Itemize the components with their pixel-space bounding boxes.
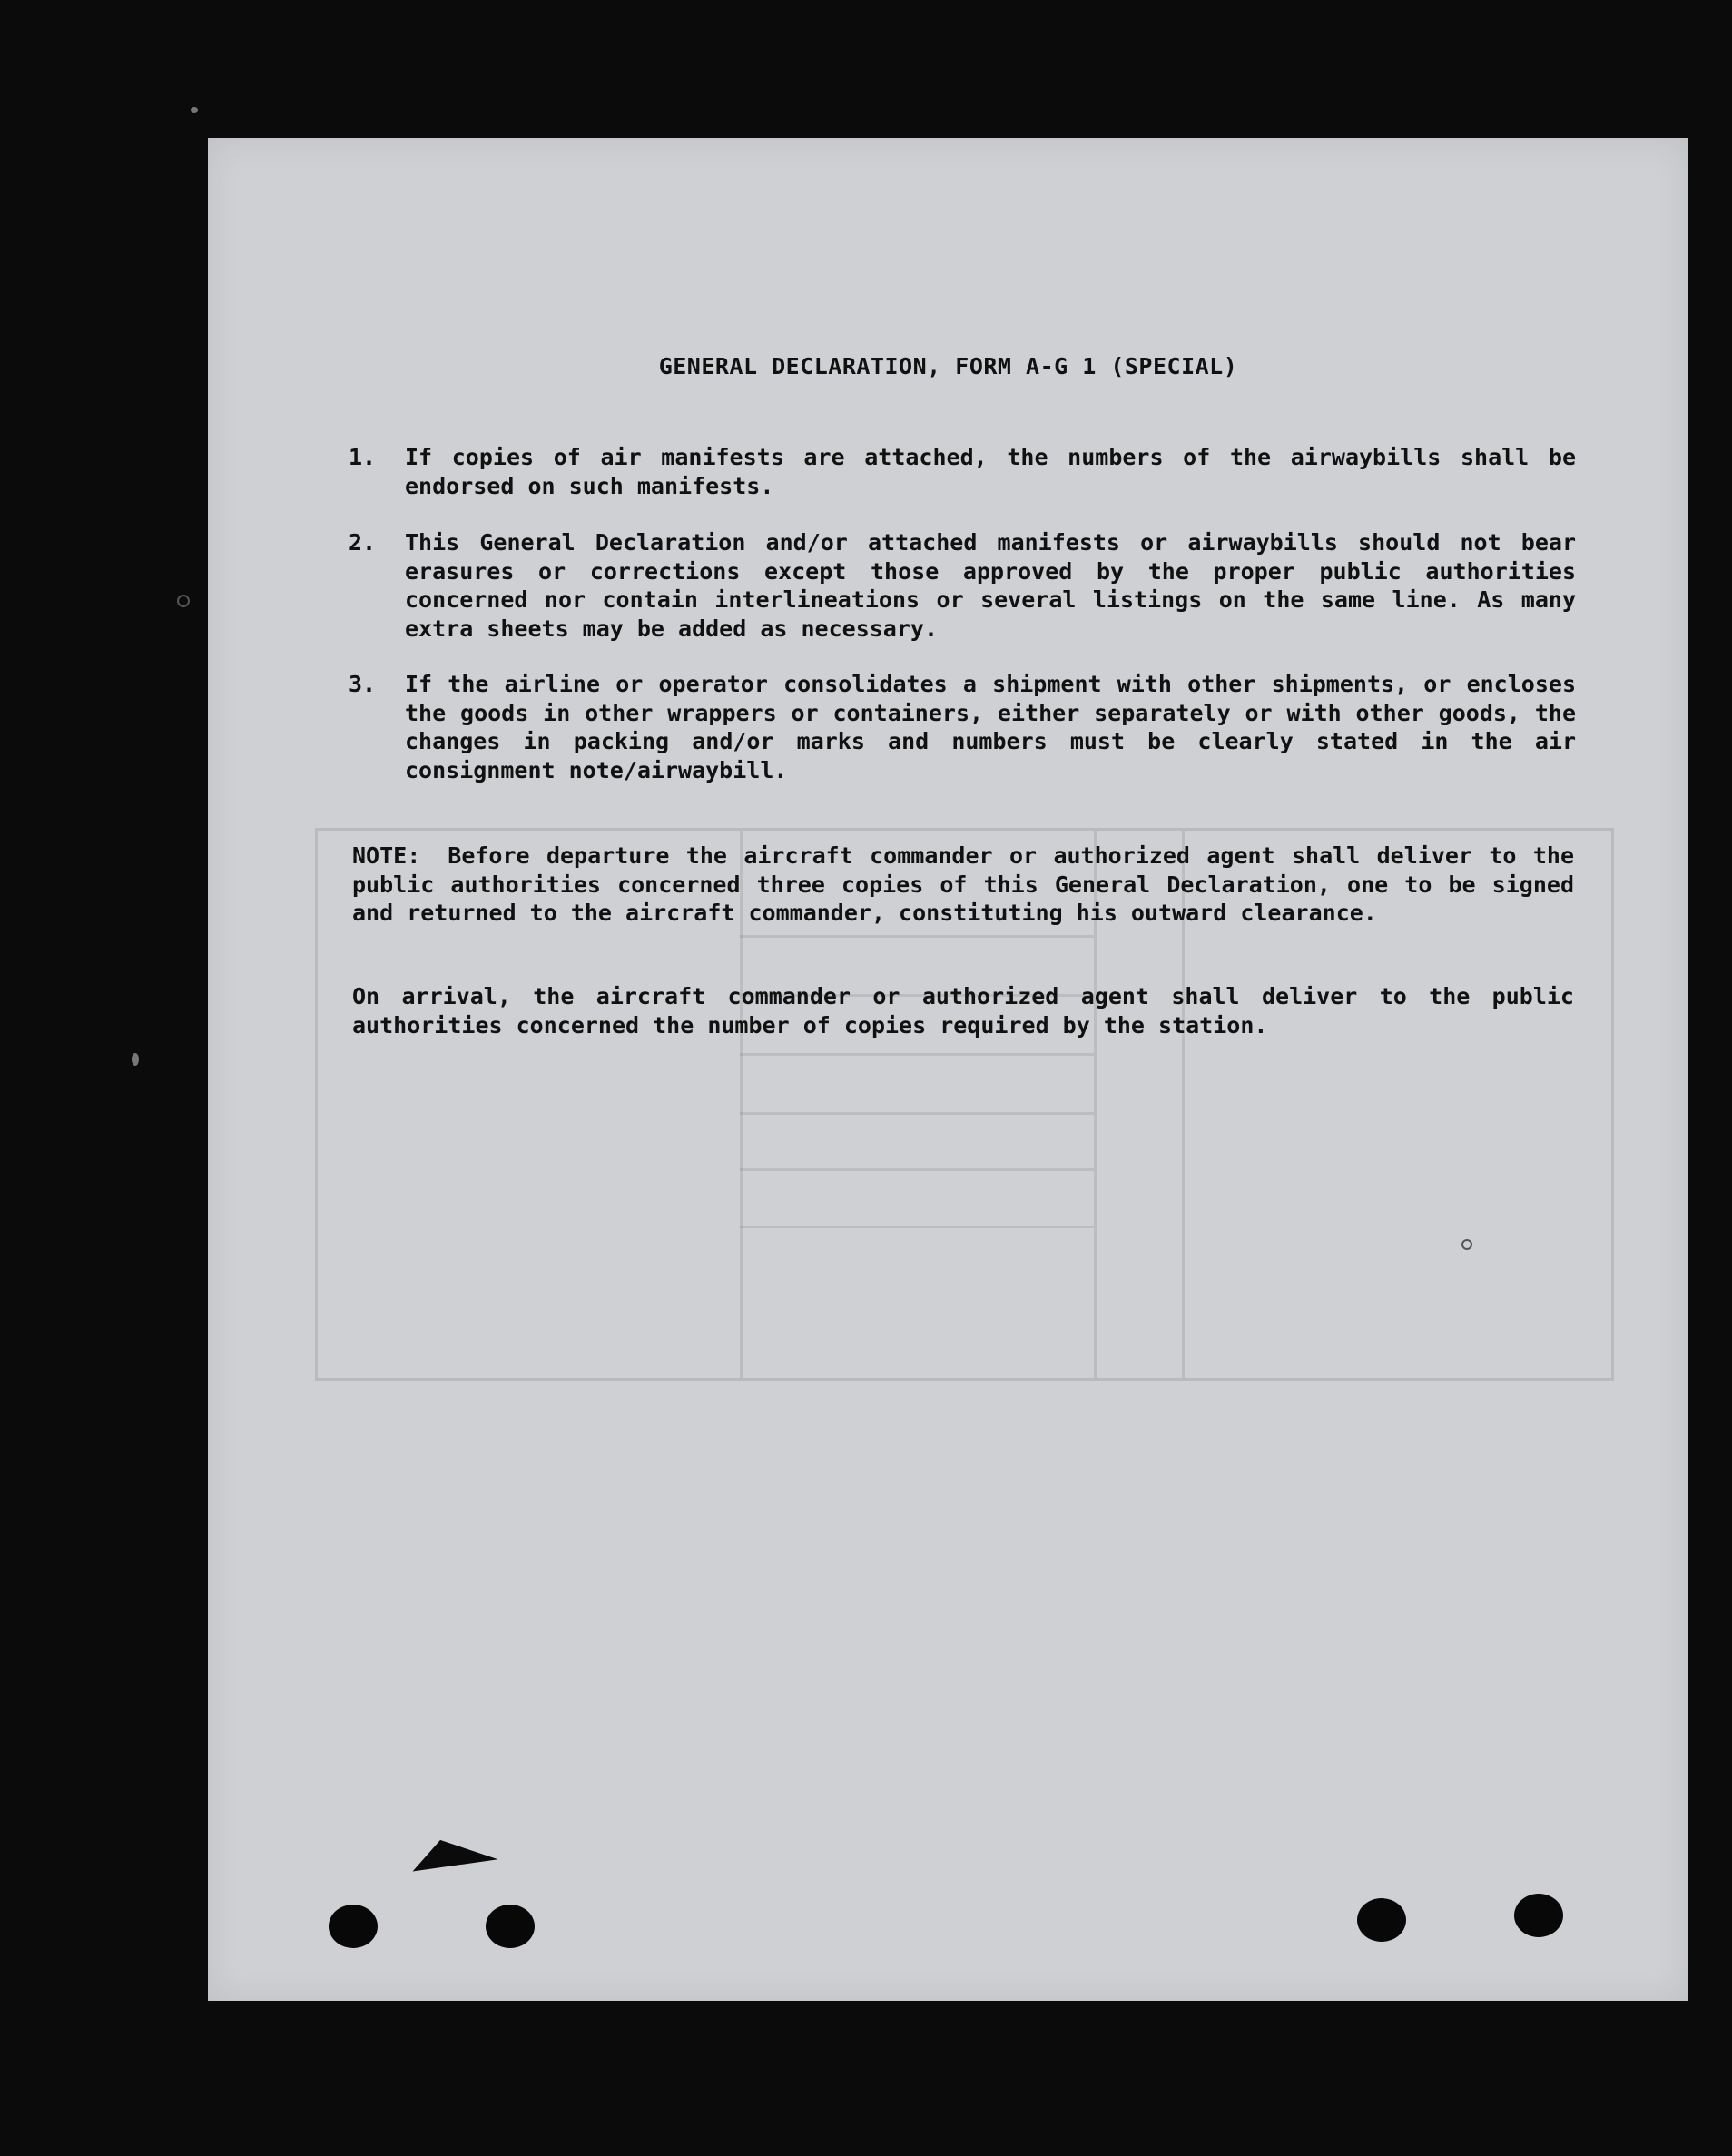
item-text: This General Declaration and/or attached manifests or airwaybills should not bear erasures or corrections except those approved by the proper public authorities concerned nor contain interlineations or several listings on the same line. As many extra sheets may be added as necessary. xyxy=(405,529,1576,642)
page-title: GENERAL DECLARATION, FORM A-G 1 (SPECIAL) xyxy=(658,353,1238,379)
item-number: 2. xyxy=(349,529,377,556)
scan-speck xyxy=(1461,1239,1472,1250)
item-text: If copies of air manifests are attached, the numbers of the airwaybills shall be endorsed on such manifests. xyxy=(405,444,1576,499)
note-label: NOTE: xyxy=(352,842,421,869)
arrival-paragraph: On arrival, the aircraft commander or authorized agent shall deliver to the public authorities concerned the number of copies required by the station. xyxy=(352,983,1574,1039)
note-text: Before departure the aircraft commander or authorized agent shall deliver to the public authorities concerned three copies of this General Declaration, one to be signed and returned to the aircraft commander, constituting his outward clearance. xyxy=(352,842,1574,926)
punch-hole xyxy=(486,1905,535,1948)
instructions-text xyxy=(208,138,1688,2001)
punch-hole xyxy=(1514,1894,1563,1937)
item-number: 3. xyxy=(349,671,377,697)
document-page xyxy=(208,138,1688,2001)
item-number: 1. xyxy=(349,444,377,470)
scan-speck xyxy=(177,595,190,607)
scan-speck xyxy=(132,1053,139,1066)
scan-speck xyxy=(191,107,198,113)
note-paragraph xyxy=(352,842,1574,928)
punch-hole xyxy=(329,1905,378,1948)
punch-hole xyxy=(1357,1898,1406,1942)
item-text: If the airline or operator consolidates a shipment with other shipments, or encloses the goods in other wrappers or containers, either separately or with other goods, the changes in packing and/or marks and numbers must be clearly stated in the air consignment note/airwaybill. xyxy=(405,671,1576,783)
